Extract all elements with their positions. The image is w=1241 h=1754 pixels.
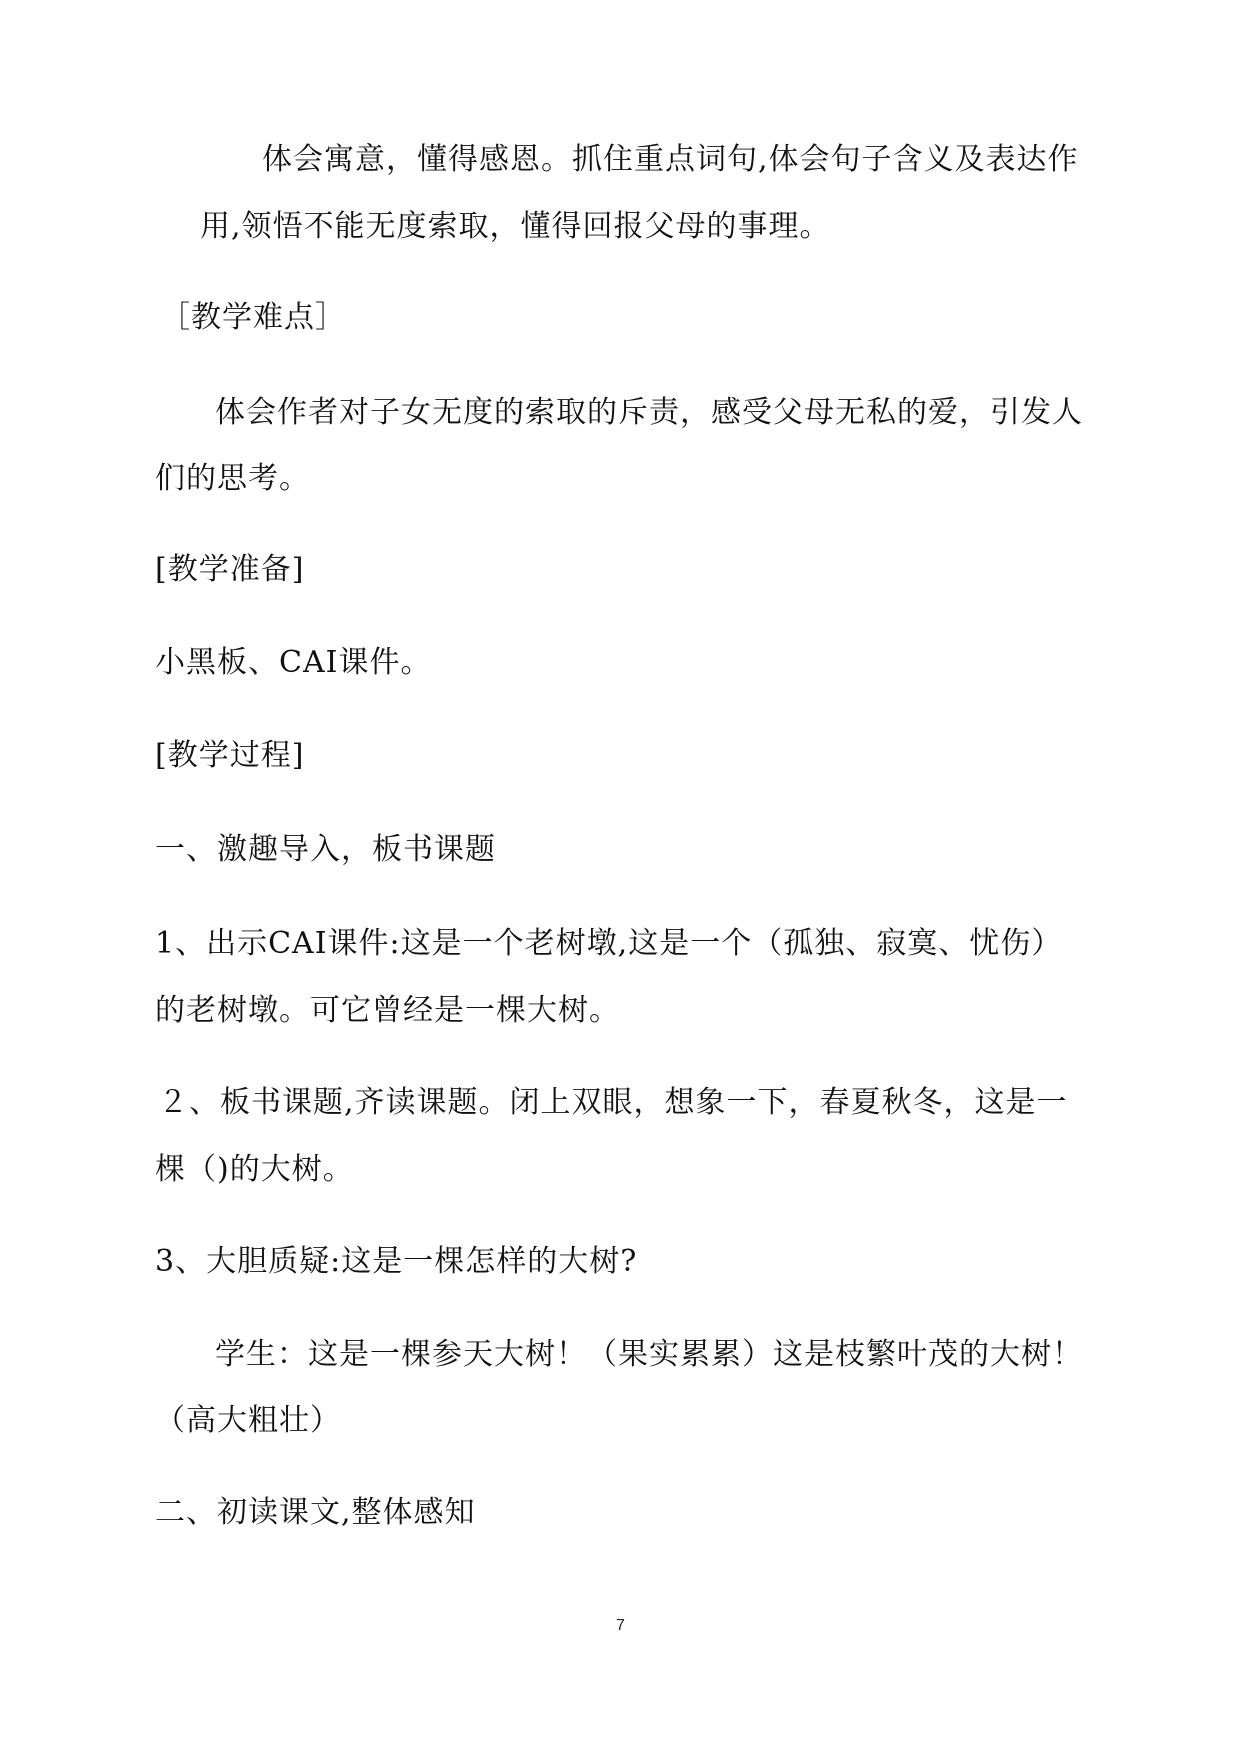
step-heading: 一、激趣导入，板书课题: [155, 832, 496, 867]
section-heading: [教学准备]: [155, 552, 305, 587]
paragraph-line: 1、出示CAI课件:这是一个老树墩,这是一个（孤独、寂寞、忧伤）: [155, 926, 1063, 961]
section-heading: ［教学难点］: [160, 300, 346, 335]
paragraph-line: 们的思考。: [155, 461, 310, 496]
paragraph-line: 3、大胆质疑:这是一棵怎样的大树?: [155, 1244, 638, 1279]
paragraph-line: 体会寓意，懂得感恩。抓住重点词句,体会句子含义及表达作: [262, 142, 1079, 177]
page-number: 7: [616, 1617, 625, 1634]
paragraph-line: ２、板书课题,齐读课题。闭上双眼，想象一下，春夏秋冬，这是一: [158, 1085, 1068, 1120]
paragraph-line: 小黑板、CAI课件。: [155, 645, 432, 680]
paragraph-line: 学生：这是一棵参天大树！（果实累累）这是枝繁叶茂的大树！: [215, 1337, 1083, 1372]
step-heading: 二、初读课文,整体感知: [155, 1495, 476, 1530]
paragraph-line: 棵（)的大树。: [155, 1152, 354, 1187]
paragraph-line: 用,领悟不能无度索取，懂得回报父母的事理。: [200, 209, 831, 244]
paragraph-line: 体会作者对子女无度的索取的斥责，感受父母无私的爱，引发人: [215, 395, 1083, 430]
paragraph-line: （高大粗壮）: [155, 1403, 341, 1438]
section-heading: [教学过程]: [155, 738, 305, 773]
paragraph-line: 的老树墩。可它曾经是一棵大树。: [155, 993, 620, 1028]
